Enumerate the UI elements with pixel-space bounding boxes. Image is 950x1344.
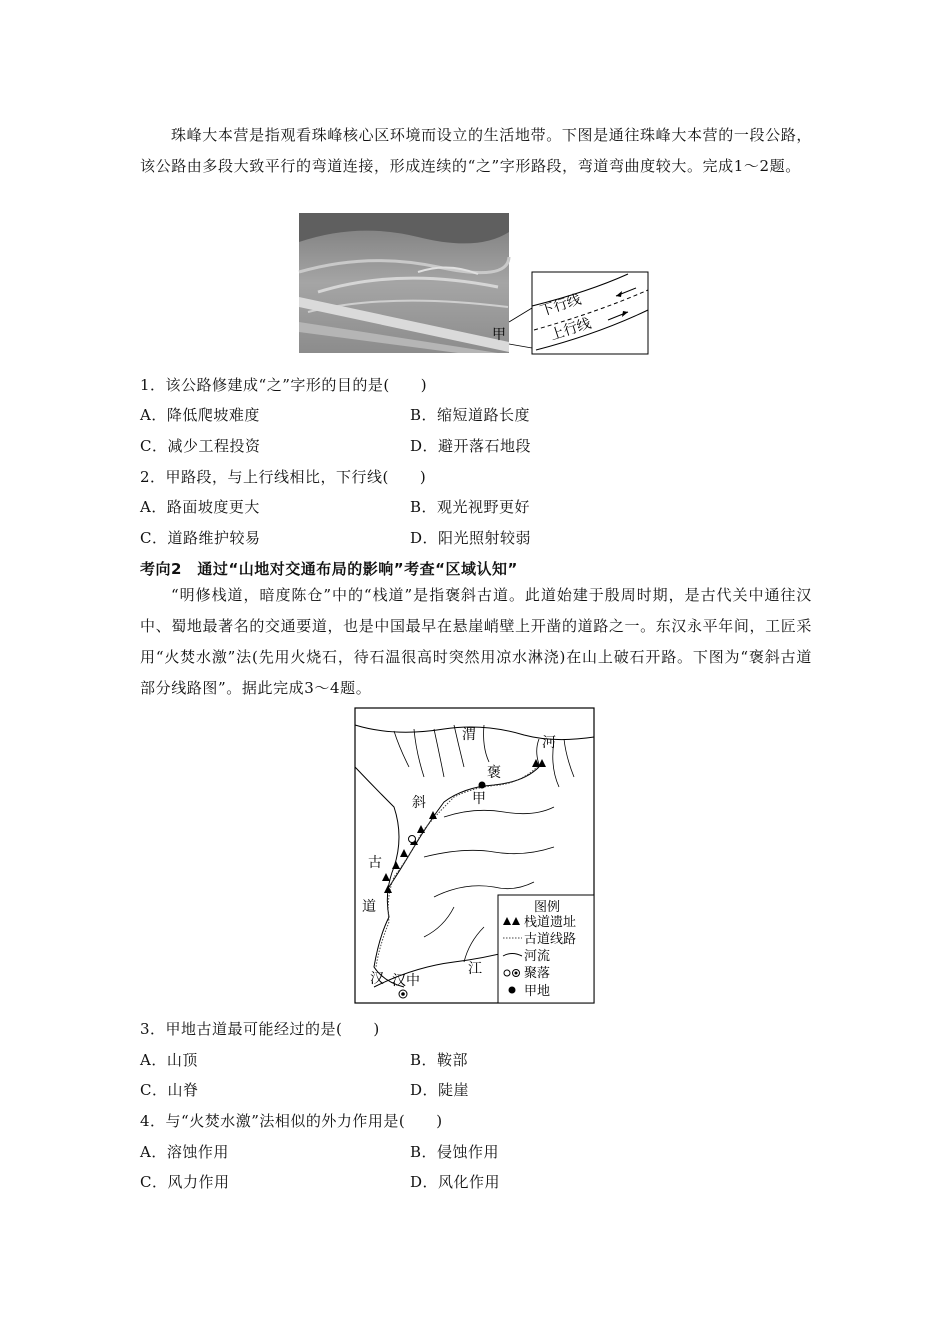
- legend-route: 古道线路: [524, 932, 577, 947]
- legend-plank: 栈道遗址: [524, 915, 577, 930]
- label-han: 汉: [370, 971, 384, 987]
- road-figure: [298, 212, 650, 357]
- label-wei: 渭: [462, 727, 476, 743]
- photo-label: 甲: [492, 327, 506, 343]
- q2-option-b: B．观光视野更好: [410, 498, 531, 516]
- label-gu: 古: [368, 855, 382, 871]
- q1-option-c: C．减少工程投资: [140, 437, 261, 455]
- baoxie-map-svg: [354, 707, 596, 1005]
- intro-paragraph-1: 珠峰大本营是指观看珠峰核心区环境而设立的生活地带。下图是通往珠峰大本营的一段公路，该公路由多段大致平行的弯道连接，形成连续的“之”字形路段，弯道弯曲度较大。完成1～2题。: [140, 126, 812, 175]
- legend-jia: 甲地: [524, 984, 551, 999]
- section-2-heading: 考向2 通过“山地对交通布局的影响”考查“区域认知”: [140, 560, 518, 578]
- q4-option-b: B．侵蚀作用: [410, 1143, 500, 1161]
- q3-stem: 3．甲地古道最可能经过的是( ): [140, 1020, 380, 1038]
- legend-title: 图例: [534, 900, 561, 915]
- legend-river: 河流: [524, 949, 551, 964]
- q3-option-d: D．陡崖: [410, 1081, 470, 1099]
- label-dao: 道: [362, 899, 376, 915]
- q4-option-d: D．风化作用: [410, 1173, 501, 1191]
- q3-option-c: C．山脊: [140, 1081, 199, 1099]
- baoxie-map: [354, 707, 596, 1005]
- q4-option-a: A．溶蚀作用: [140, 1143, 229, 1161]
- legend-settlement: 聚落: [524, 966, 551, 981]
- q4-stem: 4．与“火焚水激”法相似的外力作用是( ): [140, 1112, 443, 1130]
- jia-point-marker: [479, 782, 486, 789]
- down-line-label: 下行线: [538, 291, 584, 320]
- q1-option-b: B．缩短道路长度: [410, 406, 531, 424]
- q2-stem: 2．甲路段，与上行线相比，下行线( ): [140, 468, 427, 486]
- q1-option-a: A．降低爬坡难度: [140, 406, 260, 424]
- q3-option-a: A．山顶: [140, 1051, 198, 1069]
- label-bao: 褒: [487, 765, 501, 781]
- intro-paragraph-2: “明修栈道，暗度陈仓”中的“栈道”是指褒斜古道。此道始建于殷周时期，是古代关中通往汉中、蜀地最著名的交通要道，也是中国最早在悬崖峭壁上开凿的道路之一。东汉永平年间，工匠采用“火焚水激”法(先用火烧石，待石温很高时突然用凉水淋浇)在山上破石开路。下图为“褒斜古道部分线路图”。据此完成3～4题。: [140, 586, 812, 697]
- settlement-marker: [409, 836, 416, 843]
- q4-option-c: C．风力作用: [140, 1173, 230, 1191]
- label-jiang: 江: [468, 961, 482, 977]
- q1-stem: 1．该公路修建成“之”字形的目的是( ): [140, 376, 428, 394]
- q2-option-c: C．道路维护较易: [140, 529, 261, 547]
- road-figure-svg: [298, 212, 650, 357]
- q2-option-a: A．路面坡度更大: [140, 498, 260, 516]
- q1-option-d: D．避开落石地段: [410, 437, 532, 455]
- label-hanzhong: 汉中: [392, 973, 420, 989]
- label-xie: 斜: [412, 795, 426, 811]
- up-line-label: 上行线: [548, 315, 594, 344]
- q2-option-d: D．阳光照射较弱: [410, 529, 532, 547]
- label-jia: 甲: [472, 791, 486, 807]
- label-he: 河: [542, 735, 556, 751]
- q3-option-b: B．鞍部: [410, 1051, 469, 1069]
